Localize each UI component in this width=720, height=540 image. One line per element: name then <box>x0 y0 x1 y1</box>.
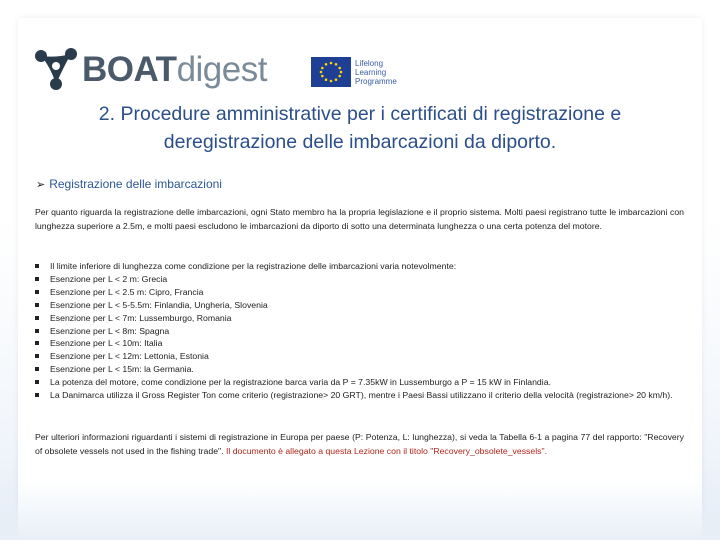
list-item-text: Esenzione per L < 5-5.5m: Finlandia, Ungheria, Slovenia <box>50 299 268 310</box>
list-item <box>35 286 684 299</box>
slide-title: 2. Procedure amministrative per i certificati di registrazione e deregistrazione delle imbarcazioni da diporto. <box>98 103 622 153</box>
bullet-icon <box>35 290 39 294</box>
attachment-note: Il documento è allegato a questa Lezione con il titolo "Recovery_obsolete_vessels". <box>225 445 547 456</box>
bullet-icon <box>35 316 39 320</box>
bullet-list <box>35 260 684 402</box>
bullet-icon <box>35 303 39 307</box>
list-item <box>35 350 684 363</box>
list-item-text: Esenzione per L < 7m: Lussemburgo, Romania <box>50 312 232 323</box>
bullet-icon <box>35 329 39 333</box>
closing-text: Per ulteriori informazioni riguardanti i sistemi di registrazione in Europa per paese (P: Potenza, L: lunghezza), si veda la Tabella 6-1 a pagina 77 del rapporto: "Recovery of obsolete vessels not used in the fishing trade". <box>35 432 684 456</box>
eu-flag-icon <box>311 57 351 87</box>
closing-paragraph <box>35 431 684 458</box>
boatdigest-logo <box>34 46 267 92</box>
list-item-text: La potenza del motore, come condizione per la registrazione barca varia da P = 7.35kW in Lussemburgo a P = 15 kW in Finlandia. <box>50 377 551 388</box>
list-item <box>35 376 684 389</box>
list-item-text: Esenzione per L < 8m: Spagna <box>50 325 170 336</box>
eu-lifelong-learning-badge <box>311 57 415 87</box>
logo-digest-text: digest <box>176 49 267 89</box>
boat-propeller-icon <box>34 46 78 92</box>
intro-paragraph: Per quanto riguarda la registrazione delle imbarcazioni, ogni Stato membro ha la propria legislazione e il proprio sistema. Molti paesi registrano tutte le imbarcazioni con lunghezza superiore a 2.5m, e molti paesi escludono le imbarcazioni da diporto di sotto una determinata lunghezza o una certa potenza del motore. <box>35 207 684 231</box>
list-item-text: Esenzione per L < 2.5 m: Cipro, Francia <box>50 286 204 297</box>
list-item <box>35 325 684 338</box>
bullet-icon <box>35 367 39 371</box>
eu-line-1: Lifelong <box>355 58 384 68</box>
section-heading <box>36 177 222 191</box>
list-item <box>35 273 684 286</box>
logo-wordmark <box>82 49 267 89</box>
list-item-text: Esenzione per L < 15m: la Germania. <box>50 364 194 375</box>
list-item-text: Il limite inferiore di lunghezza come condizione per la registrazione delle imbarcazioni varia notevolmente: <box>50 261 457 271</box>
list-item <box>35 337 684 350</box>
list-item <box>35 299 684 312</box>
bullet-icon <box>35 277 39 281</box>
eu-programme-label <box>355 59 415 86</box>
bullet-icon <box>35 264 39 268</box>
arrow-bullet-icon: ➢ <box>36 178 46 191</box>
logo-boat-text: BOAT <box>82 49 177 89</box>
list-item <box>35 363 684 376</box>
list-item-text: La Danimarca utilizza il Gross Register Ton come criterio (registrazione> 20 GRT), mentre i Paesi Bassi utilizzano il criterio della velocità (registrazione> 20 km/h). <box>50 390 673 401</box>
list-item-text: Esenzione per L < 2 m: Grecia <box>50 273 168 284</box>
section-heading-text: Registrazione delle imbarcazioni <box>49 177 222 191</box>
list-item <box>35 260 684 273</box>
bottom-gradient <box>0 480 720 540</box>
bullet-icon <box>35 393 39 397</box>
eu-line-2: Learning <box>355 67 387 77</box>
bullet-icon <box>35 354 39 358</box>
eu-line-3: Programme <box>355 76 397 86</box>
bullet-icon <box>35 380 39 384</box>
list-item <box>35 312 684 325</box>
bullet-icon <box>35 341 39 345</box>
list-item-text: Esenzione per L < 10m: Italia <box>50 338 163 349</box>
list-item-text: Esenzione per L < 12m: Lettonia, Estonia <box>50 351 209 362</box>
list-item <box>35 389 684 402</box>
